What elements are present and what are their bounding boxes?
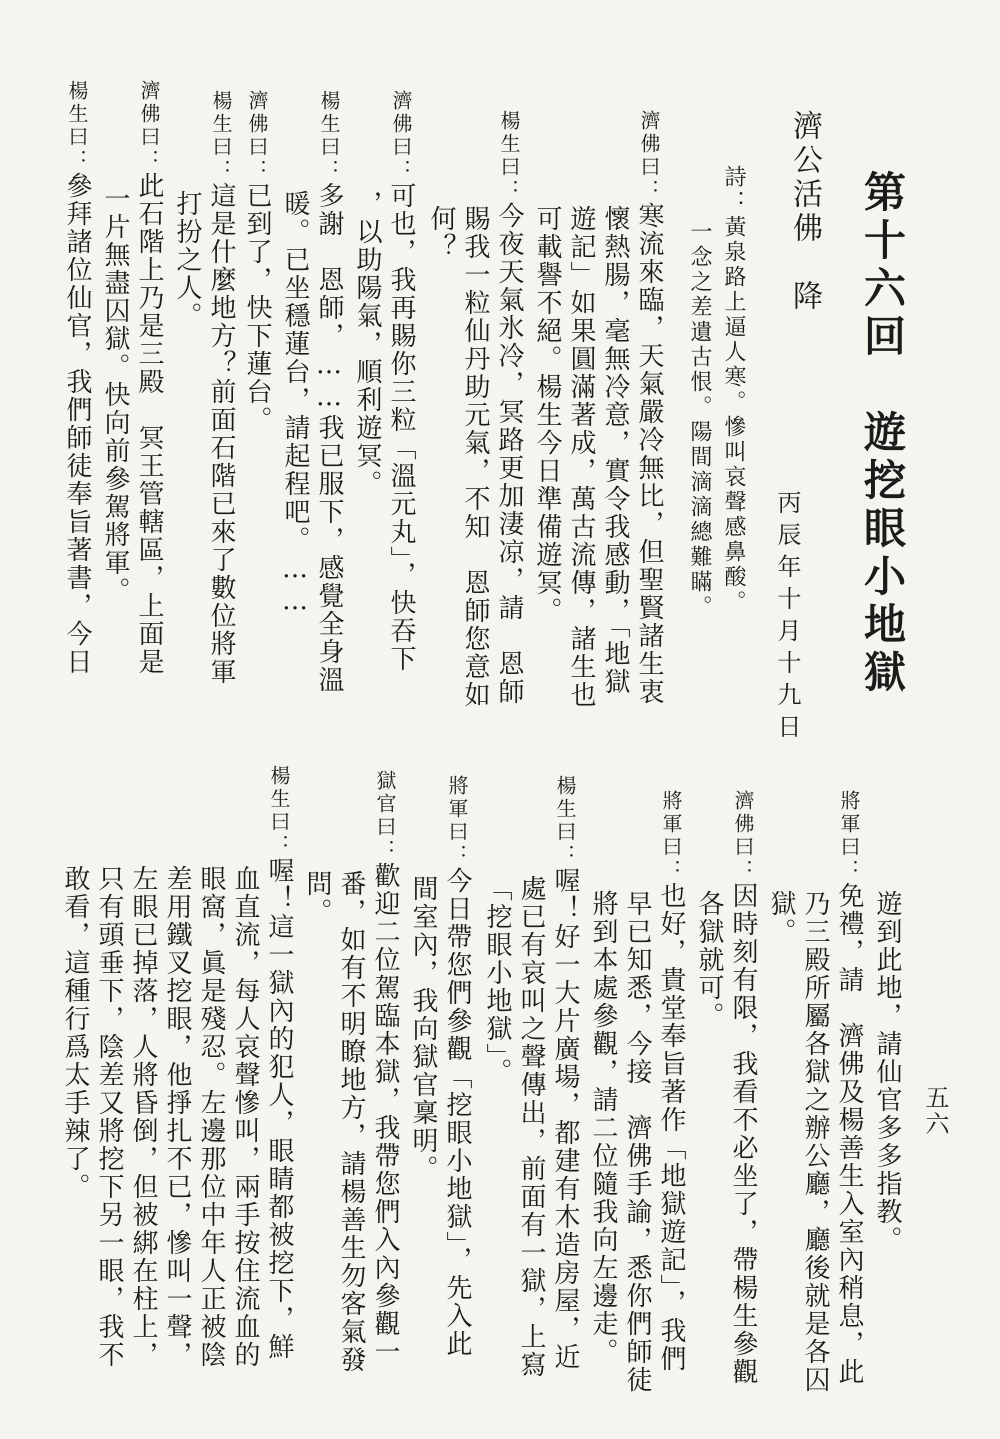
- dialogue-line: [60, 80, 94, 676]
- dialogue-text: 已到了，快下蓮台。: [242, 182, 272, 434]
- dialogue-continuation: 早已知悉，今接 濟佛手諭，悉你們師徒: [622, 890, 652, 1394]
- dialogue-text: 此石階上乃是三殿 冥王管轄區，上面是: [134, 172, 164, 676]
- dialogue-text: 因時刻有限，我看不必坐了，帶楊生參觀: [728, 882, 758, 1386]
- dialogue-line: [632, 110, 666, 706]
- speaker-label: 將軍曰：: [445, 775, 469, 867]
- speaker-label: 楊生曰：: [267, 765, 291, 857]
- poem-line-1: [718, 165, 748, 615]
- dialogue-continuation: 一片無盡囚獄。快向前參駕將軍。: [100, 185, 130, 605]
- speaker-label: 楊生曰：: [553, 775, 577, 867]
- dialogue-continuation: 差用鐵叉挖眼，他掙扎不已，慘叫一聲，: [162, 865, 192, 1369]
- dialogue-text: 歡迎二位駕臨本獄，我帶您們入內參觀一: [370, 862, 400, 1366]
- dialogue-line: [726, 790, 760, 1386]
- speaker-label: 濟佛曰：: [637, 110, 661, 202]
- dialogue-continuation: 只有頭垂下，陰差又將挖下另一眼，我不: [94, 865, 124, 1369]
- dialogue-line: [204, 90, 238, 686]
- dialogue-line: [832, 790, 866, 1386]
- dialogue-text: 這是什麼地方？前面石階已來了數位將軍: [206, 182, 236, 686]
- dialogue-continuation: 將到本處參觀，請二位隨我向左邊走。: [588, 890, 618, 1366]
- dialogue-text: 喔！這一獄內的犯人，眼睛都被挖下，鮮: [264, 857, 294, 1361]
- speaker-label: 濟佛曰：: [137, 80, 161, 172]
- page-number: 五六: [921, 1085, 949, 1137]
- dialogue-line: [132, 80, 166, 676]
- dialogue-continuation: 敢看，這種行爲太手辣了。: [60, 865, 90, 1201]
- dialogue-continuation: 獄。: [766, 890, 796, 946]
- dialogue-continuation: 番，如有不明瞭地方，請楊善生勿客氣發: [336, 870, 366, 1374]
- dialogue-continuation: 血直流，每人哀聲慘叫，兩手按住流血的: [230, 865, 260, 1369]
- speaker-label: 將軍曰：: [659, 790, 683, 882]
- dialogue-text: 寒流來臨，天氣嚴冷無比，但聖賢諸生衷: [634, 202, 664, 706]
- dialogue-continuation: 可載譽不絕。楊生今日準備遊冥。: [532, 205, 562, 625]
- dialogue-continuation: 各獄就可。: [694, 890, 724, 1030]
- dialogue-continuation: 懷熱腸，毫無冷意，實令我感動，「地獄: [600, 205, 630, 696]
- dialogue-continuation: 間室內，我向獄官稟明。: [408, 875, 438, 1183]
- dialogue-continuation: 「挖眼小地獄」。: [482, 875, 512, 1086]
- dialogue-line: [368, 770, 402, 1366]
- dialogue-continuation: 遊到此地，請仙官多多指教。: [872, 890, 902, 1254]
- dialogue-continuation: 暖。已坐穩蓮台，請起程吧。……: [280, 190, 310, 618]
- dialogue-continuation: ，以助陽氣，順利遊冥。: [352, 190, 382, 498]
- speaker-label: 濟佛曰：: [389, 90, 413, 182]
- dialogue-continuation: 遊記」如果圓滿著成，萬古流傳，諸生也: [566, 205, 596, 709]
- poem-label: 詩：: [721, 165, 746, 215]
- dialogue-line: [240, 90, 274, 434]
- poem-line-2: 一念之差遺古恨。陽間滴滴總難瞞。: [687, 220, 712, 620]
- dialogue-text: 可也，我再賜你三粒「溫元丸」，快吞下: [386, 182, 416, 673]
- speaker-label: 楊生曰：: [209, 90, 233, 182]
- dialogue-line: [440, 775, 474, 1358]
- speaker-label: 楊生曰：: [497, 110, 521, 202]
- dialogue-continuation: 問。: [302, 870, 332, 926]
- dialogue-line: [312, 90, 346, 694]
- dialogue-text: 多謝 恩師，……我已服下，感覺全身溫: [314, 182, 344, 694]
- dialogue-text: 今日帶您們參觀「挖眼小地獄」，先入此: [442, 867, 472, 1358]
- speaker-label: 楊生曰：: [65, 80, 89, 172]
- dialogue-continuation: 打扮之人。: [172, 190, 202, 330]
- dialogue-line: [654, 790, 688, 1373]
- dialogue-text: 喔！好一大片廣場，都建有木造房屋，近: [550, 867, 580, 1371]
- speaker-label: 楊生曰：: [317, 90, 341, 182]
- dialogue-continuation: 乃三殿所屬各獄之辦公廳，廳後就是各囚: [800, 890, 830, 1394]
- speaker-label: 獄官曰：: [373, 770, 397, 862]
- dialogue-continuation: 左眼已掉落，人將昏倒，但被綁在柱上，: [128, 865, 158, 1369]
- dialogue-continuation: 何？: [426, 205, 456, 261]
- dialogue-text: 今夜天氣氷冷，冥路更加淒凉，請 恩師: [494, 202, 524, 706]
- chapter-title: 第十六回 遊挖眼小地獄: [858, 170, 907, 698]
- dialogue-continuation: 處已有哀叫之聲傳出，前面有一獄，上寫: [516, 875, 546, 1379]
- author-line: 濟公活佛 降: [787, 110, 822, 314]
- speaker-label: 將軍曰：: [837, 790, 861, 882]
- dialogue-text: 也好，貴堂奉旨著作「地獄遊記」，我們: [656, 882, 686, 1373]
- dialogue-line: [548, 775, 582, 1371]
- speaker-label: 濟佛曰：: [245, 90, 269, 182]
- dialogue-text: 免禮，請 濟佛及楊善生入室內稍息，此: [834, 882, 864, 1386]
- date-line: 丙辰年十月十九日: [773, 490, 801, 746]
- speaker-label: 濟佛曰：: [731, 790, 755, 882]
- dialogue-continuation: 賜我一粒仙丹助元氣，不知 恩師您意如: [460, 205, 490, 709]
- dialogue-line: [384, 90, 418, 673]
- dialogue-text: 參拜諸位仙官，我們師徒奉旨著書，今日: [62, 172, 92, 676]
- poem-text-1: 黃泉路上逼人寒。慘叫哀聲感鼻酸。: [721, 215, 746, 615]
- dialogue-continuation: 眼窩，眞是殘忍。左邊那位中年人正被陰: [196, 865, 226, 1369]
- dialogue-line: [262, 765, 296, 1361]
- dialogue-line: [492, 110, 526, 706]
